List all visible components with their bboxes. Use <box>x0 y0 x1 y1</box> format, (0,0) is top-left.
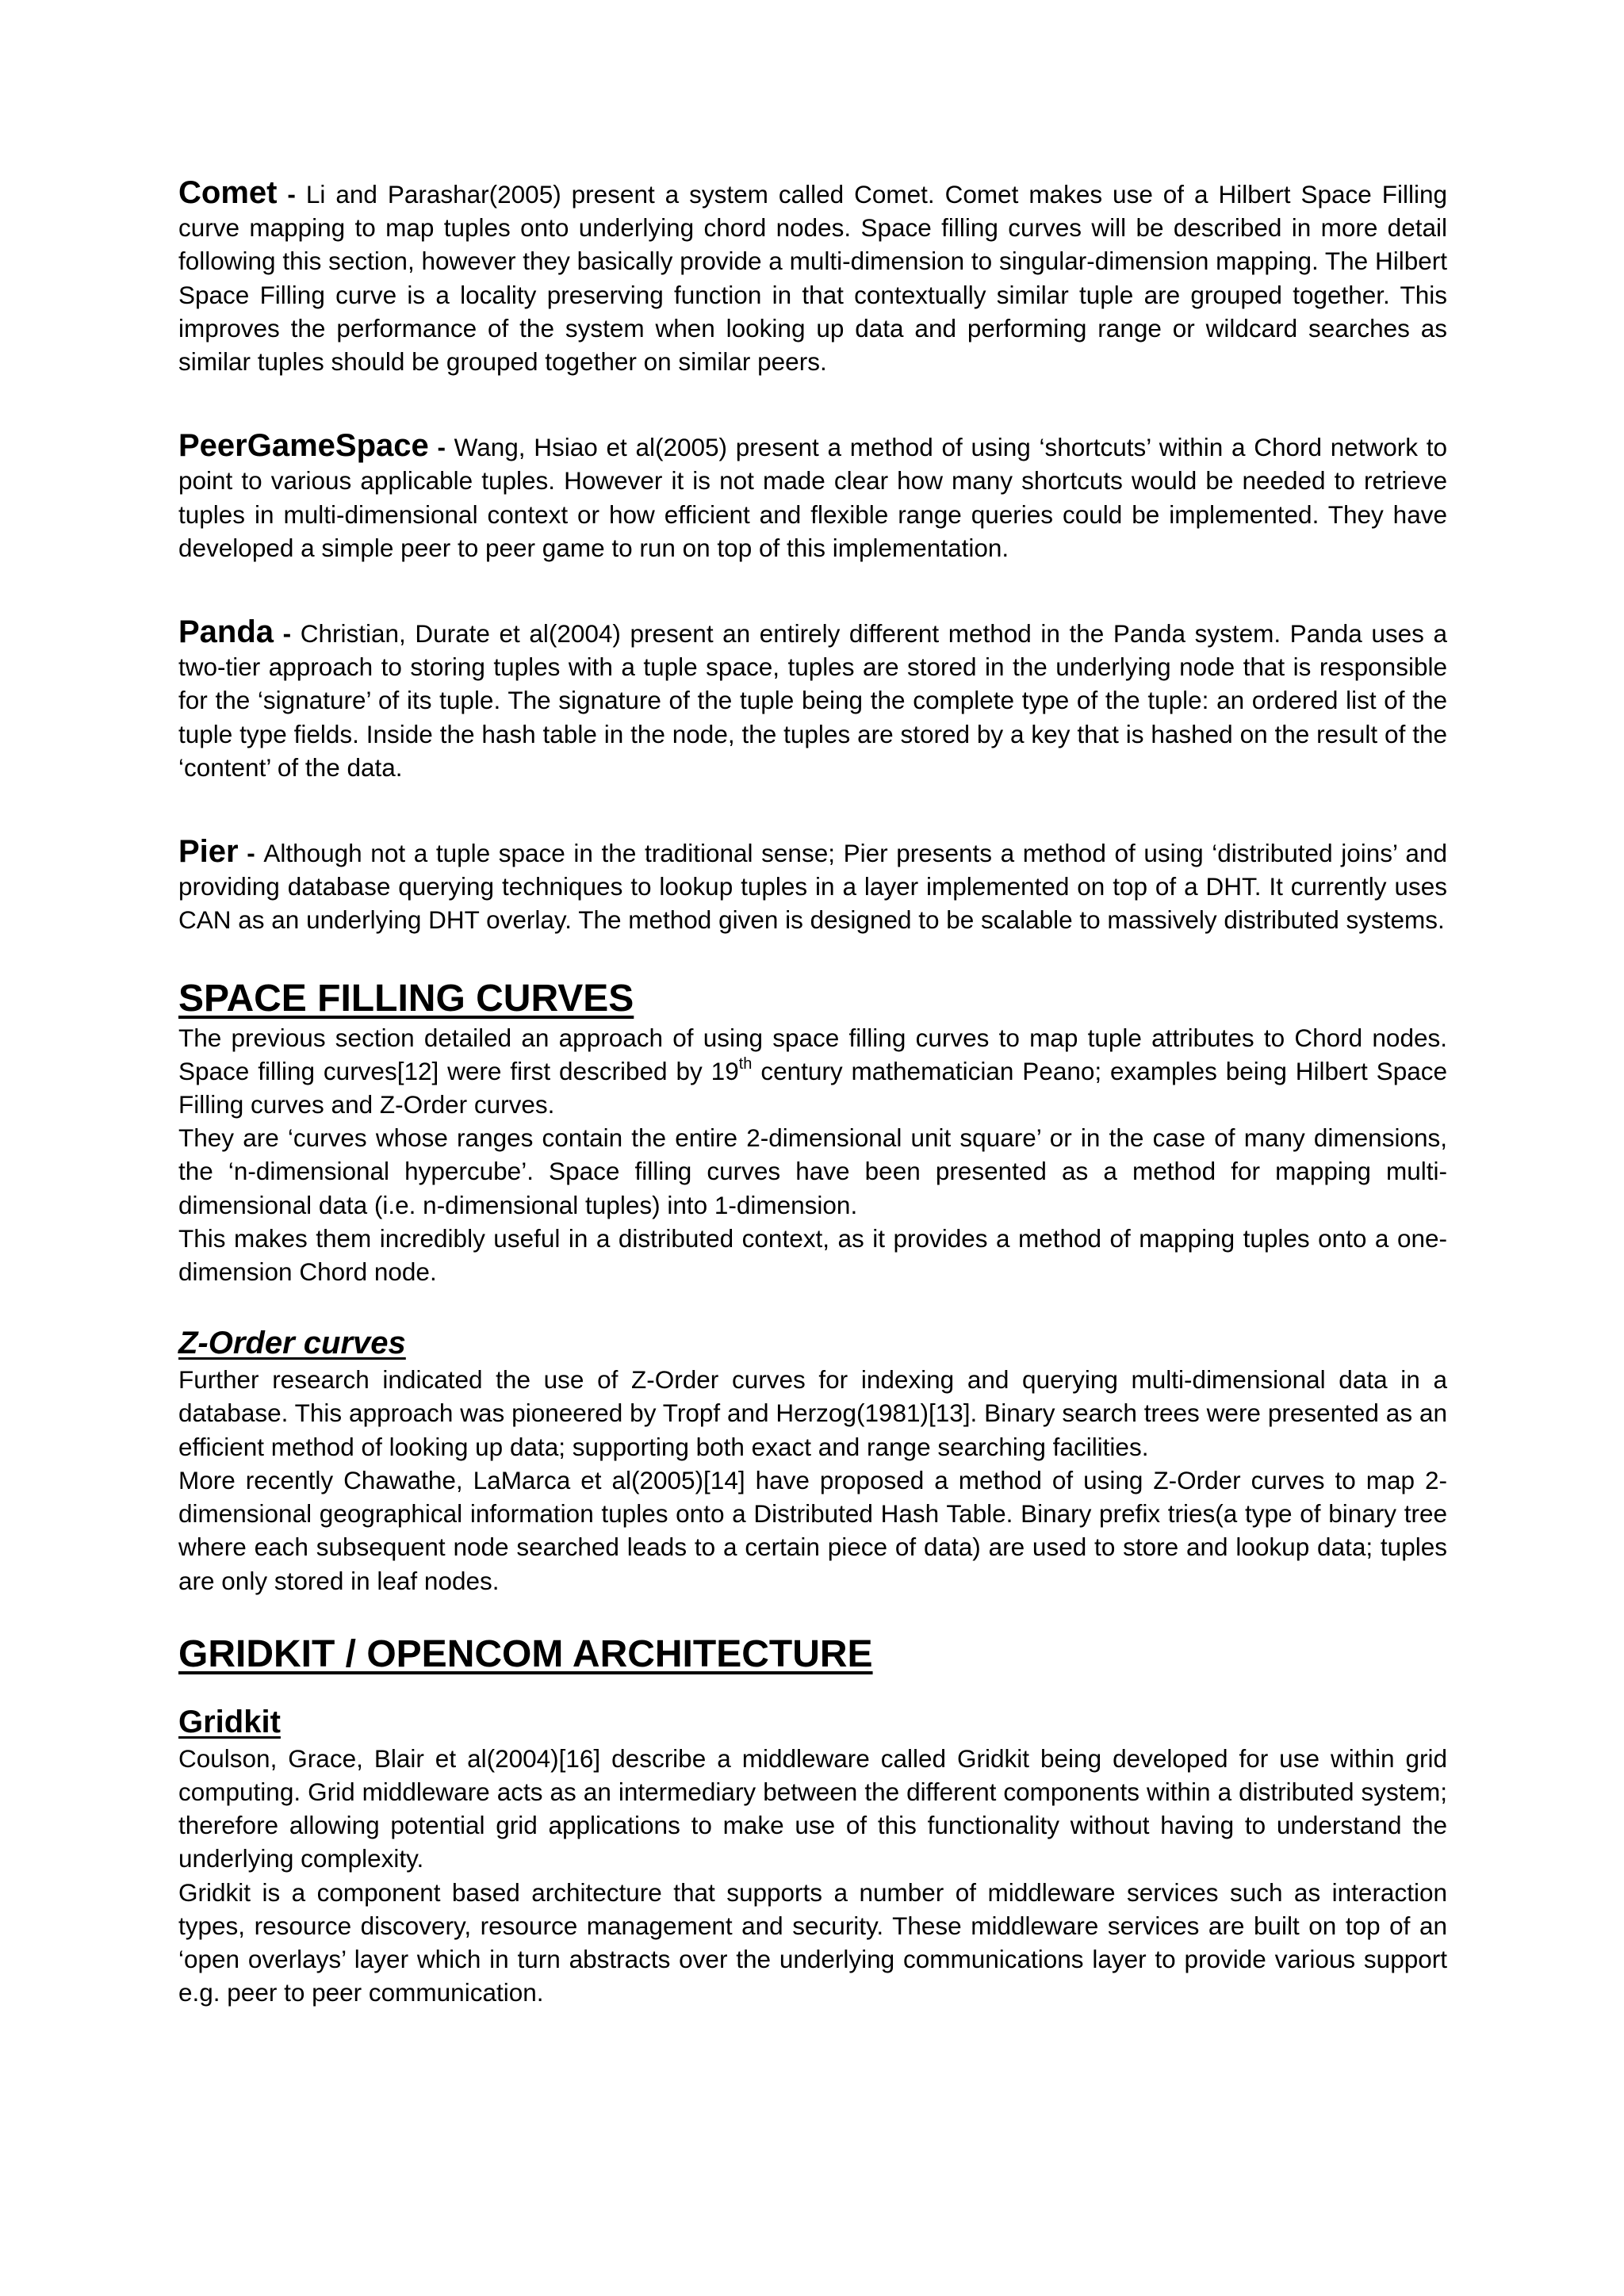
superscript: th <box>738 1054 753 1073</box>
section-heading-space-filling-curves: SPACE FILLING CURVES <box>178 977 634 1020</box>
entry-pier <box>178 835 1447 937</box>
entry-peergamespace <box>178 429 1447 564</box>
entry-dash: - <box>277 180 306 209</box>
paragraph: Coulson, Grace, Blair et al(2004)[16] describe a middleware called Gridkit being developed for use within grid computing. Grid middleware acts as an intermediary between the different components within a distributed system; therefore allowing potential grid applications to make use of this functionality without having to understand the underlying complexity. <box>178 1743 1447 1873</box>
subsection-heading-z-order-curves: Z-Order curves <box>178 1326 406 1361</box>
entry-panda <box>178 615 1447 784</box>
spacer <box>178 1677 1447 1702</box>
paragraph: More recently Chawathe, LaMarca et al(2005)[14] have proposed a method of using Z-Order curves to map 2-dimensional geographical information tuples onto a Distributed Hash Table. Binary prefix tries(a type of binary tree where each subsequent node searched leads to a certain piece of data) are used to store and lookup data; tuples are only stored in leaf nodes. <box>178 1465 1447 1595</box>
paragraph <box>178 1021 1447 1122</box>
subsection-heading-gridkit: Gridkit <box>178 1704 281 1739</box>
entry-term: PeerGameSpace <box>178 428 429 464</box>
entry-dash: - <box>274 619 301 649</box>
section-heading-gridkit-opencom: GRIDKIT / OPENCOM ARCHITECTURE <box>178 1632 873 1675</box>
paragraph: Gridkit is a component based architecture that supports a number of middleware services such as interaction types, resource discovery, resource management and security. These middleware services are built on top of an ‘open overlays’ layer which in turn abstracts over the underlying communications layer to provide various support e.g. peer to peer communication. <box>178 1877 1447 2007</box>
paragraph-text: century mathematician Peano; examples being Hilbert Space Filling curves and Z-Order curves. <box>178 1056 1447 1119</box>
entry-text: Christian, Durate et al(2004) present an entirely different method in the Panda system. Panda uses a two-tier approach to storing tuples with a tuple space, tuples are stored in the underlying node that is responsible for the ‘signature’ of its tuple. The signature of the tuple being the complete type of the tuple: an ordered list of the tuple type fields. Inside the hash table in the node, the tuples are stored by a key that is hashed on the result of the ‘content’ of the data. <box>178 619 1447 782</box>
document-page <box>178 176 1447 2009</box>
paragraph: They are ‘curves whose ranges contain the entire 2-dimensional unit square’ or in the case of many dimensions, the ‘n-dimensional hypercube’. Space filling curves have been presented as a method for mapping multi-dimensional data (i.e. n-dimensional tuples) into 1-dimension. <box>178 1123 1447 1219</box>
paragraph-text: The previous section detailed an approach of using space filling curves to map tuple attributes to Chord nodes. Space filling curves[12] were first described by 19 <box>178 1023 1447 1085</box>
entry-text: Although not a tuple space in the traditional sense; Pier presents a method of using ‘distributed joins’ and providing database querying techniques to lookup tuples in a layer implemented on top of a DHT. It currently uses CAN as an underlying DHT overlay. The method given is designed to be scalable to massively distributed systems. <box>178 839 1447 935</box>
entry-dash: - <box>428 433 454 462</box>
spacer <box>178 1288 1447 1323</box>
entry-term: Comet <box>178 175 278 210</box>
paragraph: This makes them incredibly useful in a distributed context, as it provides a method of mapping tuples onto a one-dimension Chord node. <box>178 1223 1447 1287</box>
entry-dash: - <box>238 839 264 868</box>
entry-comet <box>178 176 1447 378</box>
entry-text: Wang, Hsiao et al(2005) present a method of using ‘shortcuts’ within a Chord network to point to various applicable tuples. However it is not made clear how many shortcuts would be needed to retrieve tuples in multi-dimensional context or how efficient and flexible range queries could be implemented. They have developed a simple peer to peer game to run on top of this implementation. <box>178 433 1448 562</box>
entry-text: Li and Parashar(2005) present a system called Comet. Comet makes use of a Hilbert Space Filling curve mapping to map tuples onto underlying chord nodes. Space filling curves will be described in more detail following this section, however they basically provide a multi-dimension to singular-dimension mapping. The Hilbert Space Filling curve is a locality preserving function in that contextually similar tuple are grouped together. This improves the performance of the system when looking up data and performing range or wildcard searches as similar tuples should be grouped together on similar peers. <box>178 180 1447 377</box>
paragraph: Further research indicated the use of Z-Order curves for indexing and querying multi-dimensional data in a database. This approach was pioneered by Tropf and Herzog(1981)[13]. Binary search trees were presented as an efficient method of looking up data; supporting both exact and range searching facilities. <box>178 1365 1447 1461</box>
entry-term: Pier <box>178 834 239 870</box>
entry-term: Panda <box>178 614 274 650</box>
spacer <box>178 1598 1447 1632</box>
